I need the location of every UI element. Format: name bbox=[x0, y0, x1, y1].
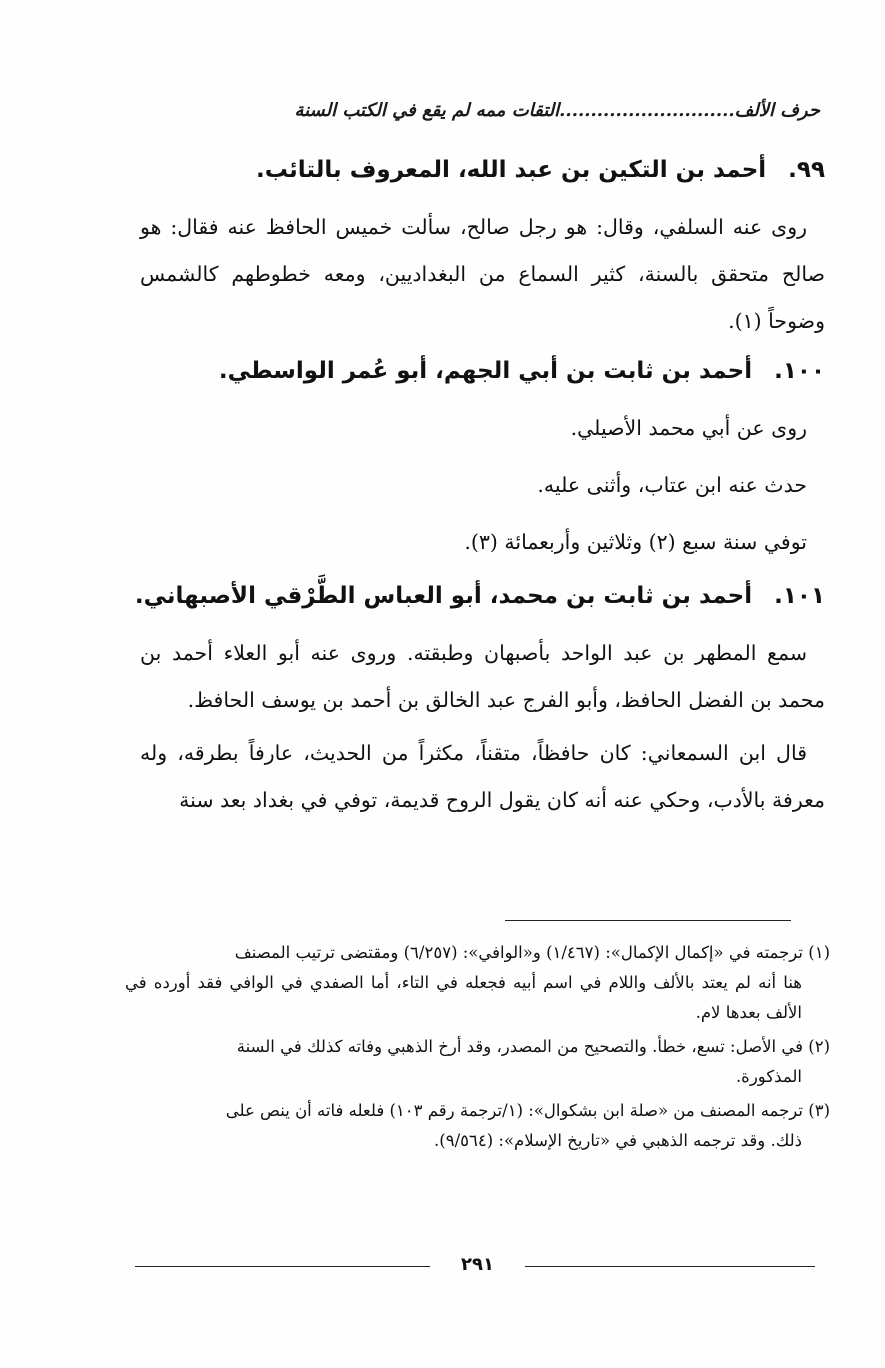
footnote-continuation: هنا أنه لم يعتد بالألف واللام في اسم أبيه فجعله في التاء، أما الصفدي في الوافي فقد أورده في الألف بعدها لام. bbox=[125, 973, 802, 1022]
footnotes bbox=[125, 938, 830, 1160]
footnote bbox=[125, 1032, 830, 1092]
header-book-title: التقات ممه لم يقع في الكتب السنة bbox=[294, 100, 560, 121]
footnote-first-line bbox=[125, 938, 830, 968]
entry-heading bbox=[140, 150, 825, 190]
entry-number: ٩٩. bbox=[788, 157, 825, 183]
footnote-marker: (٢) bbox=[808, 1037, 830, 1056]
entry-number: ١٠٠. bbox=[774, 358, 825, 384]
running-header bbox=[160, 100, 820, 130]
footnote bbox=[125, 938, 830, 1028]
footer-rule-left bbox=[135, 1266, 430, 1267]
page-body bbox=[134, 150, 825, 830]
footnote-text: ترجمه المصنف من «صلة ابن بشكوال»: (١/ترجمة رقم ١٠٣) فلعله فاته أن ينص على bbox=[225, 1101, 803, 1120]
entry-title: أحمد بن ثابت بن محمد، أبو العباس الطَّرْقي الأصبهاني. bbox=[134, 583, 753, 609]
entry-paragraph: توفي سنة سبع (٢) وثلاثين وأربعمائة (٣). bbox=[464, 530, 807, 554]
entry-heading bbox=[134, 576, 825, 616]
entry-number: ١٠١. bbox=[774, 583, 825, 609]
footnote-continuation: ذلك. وقد ترجمه الذهبي في «تاريخ الإسلام»: (٩/٥٦٤). bbox=[434, 1131, 802, 1150]
footnote-marker: (١) bbox=[808, 943, 830, 962]
footnote-text: ترجمته في «إكمال الإكمال»: (١/٤٦٧) و«الوافي»: (٦/٢٥٧) ومقتضى ترتيب المصنف bbox=[234, 943, 803, 962]
footer-rule-right bbox=[525, 1266, 815, 1267]
entry-paragraph: روى عنه السلفي، وقال: هو رجل صالح، سألت خميس الحافظ عنه فقال: هو صالح متحقق بالسنة، كثير السماع من البغداديين، ومعه خطوطهم كالشمس وضوحاً (١). bbox=[140, 215, 825, 333]
entry-paragraph: سمع المطهر بن عبد الواحد بأصبهان وطبقته. وروى عنه أبو العلاء أحمد بن محمد بن الفضل الحافظ، وأبو الفرج عبد الخالق بن أحمد بن يوسف الحافظ. bbox=[140, 641, 825, 712]
entry-paragraph: قال ابن السمعاني: كان حافظاً، متقناً، مكثراً من الحديث، عارفاً بطرقه، وله معرفة بالأدب، وحكي عنه أنه كان يقول الروح قديمة، توفي في بغداد بعد سنة bbox=[140, 741, 825, 812]
footnote-continuation: المذكورة. bbox=[735, 1067, 802, 1086]
footnote-text: في الأصل: تسع، خطأ. والتصحيح من المصدر، وقد أرخ الذهبي وفاته كذلك في السنة bbox=[236, 1037, 803, 1056]
footnote-marker: (٣) bbox=[808, 1101, 830, 1120]
header-section-title: حرف الألف bbox=[734, 100, 820, 121]
page-footer bbox=[135, 1250, 815, 1280]
entry-paragraph: روى عن أبي محمد الأصيلي. bbox=[570, 416, 807, 440]
entry-title: أحمد بن ثابت بن أبي الجهم، أبو عُمر الواسطي. bbox=[218, 358, 753, 384]
header-dots: ............................ bbox=[559, 100, 735, 121]
footnote bbox=[125, 1096, 830, 1156]
footnote-separator bbox=[505, 920, 791, 921]
page-number: ٢٩١ bbox=[461, 1254, 494, 1275]
footnote-first-line bbox=[125, 1096, 830, 1126]
entry-heading bbox=[140, 351, 825, 391]
entry-paragraph: حدث عنه ابن عتاب، وأثنى عليه. bbox=[537, 473, 807, 497]
entry-title: أحمد بن التكين بن عبد الله، المعروف بالتائب. bbox=[256, 157, 767, 183]
footnote-first-line bbox=[125, 1032, 830, 1062]
